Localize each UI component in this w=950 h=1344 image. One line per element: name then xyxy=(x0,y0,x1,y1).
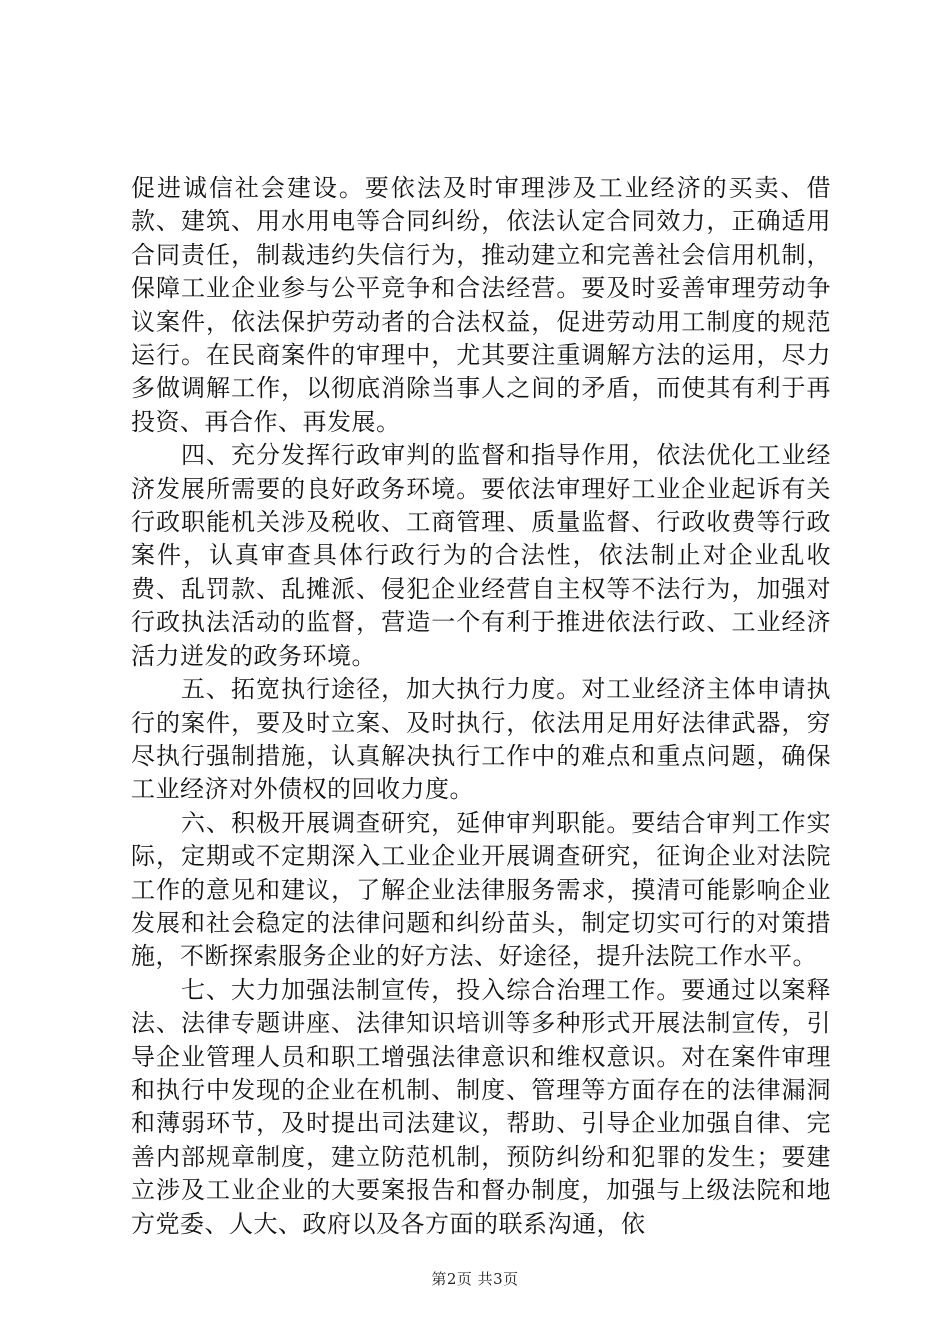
document-body xyxy=(131,172,831,1241)
paragraph-section-seven: 七、大力加强法制宣传，投入综合治理工作。要通过以案释法、法律专题讲座、法律知识培训等多种形式开展法制宣传，引导企业管理人员和职工增强法律意识和维权意识。对在案件审理和执行中发现的企业在机制、制度、管理等方面存在的法律漏洞和薄弱环节，及时提出司法建议，帮助、引导企业加强自律、完善内部规章制度，建立防范机制，预防纠纷和犯罪的发生；要建立涉及工业企业的大要案报告和督办制度，加强与上级法院和地方党委、人大、政府以及各方面的联系沟通，依 xyxy=(131,975,831,1238)
page-number-footer: 第2页 共3页 xyxy=(431,1270,519,1288)
paragraph-section-six: 六、积极开展调查研究，延伸审判职能。要结合审判工作实际，定期或不定期深入工业企业开展调查研究，征询企业对法院工作的意见和建议，了解企业法律服务需求，摸清可能影响企业发展和社会稳定的法律问题和纠纷苗头，制定切实可行的对策措施，不断探索服务企业的好方法、好途径，提升法院工作水平。 xyxy=(131,808,831,971)
paragraph-section-five: 五、拓宽执行途径，加大执行力度。对工业经济主体申请执行的案件，要及时立案、及时执行，依法用足用好法律武器，穷尽执行强制措施，认真解决执行工作中的难点和重点问题，确保工业经济对外债权的回收力度。 xyxy=(131,675,831,804)
paragraph-section-four: 四、充分发挥行政审判的监督和指导作用，依法优化工业经济发展所需要的良好政务环境。要依法审理好工业企业起诉有关行政职能机关涉及税收、工商管理、质量监督、行政收费等行政案件，认真审查具体行政行为的合法性，依法制止对企业乱收费、乱罚款、乱摊派、侵犯企业经营自主权等不法行为，加强对行政执法活动的监督，营造一个有利于推进依法行政、工业经济活力迸发的政务环境。 xyxy=(131,441,831,670)
paragraph-continuation: 促进诚信社会建设。要依法及时审理涉及工业经济的买卖、借款、建筑、用水用电等合同纠纷，依法认定合同效力，正确适用合同责任，制裁违约失信行为，推动建立和完善社会信用机制，保障工业企业参与公平竞争和合法经营。要及时妥善审理劳动争议案件，依法保护劳动者的合法权益，促进劳动用工制度的规范运行。在民商案件的审理中，尤其要注重调解方法的运用，尽力多做调解工作，以彻底消除当事人之间的矛盾，而使其有利于再投资、再合作、再发展。 xyxy=(131,174,831,436)
